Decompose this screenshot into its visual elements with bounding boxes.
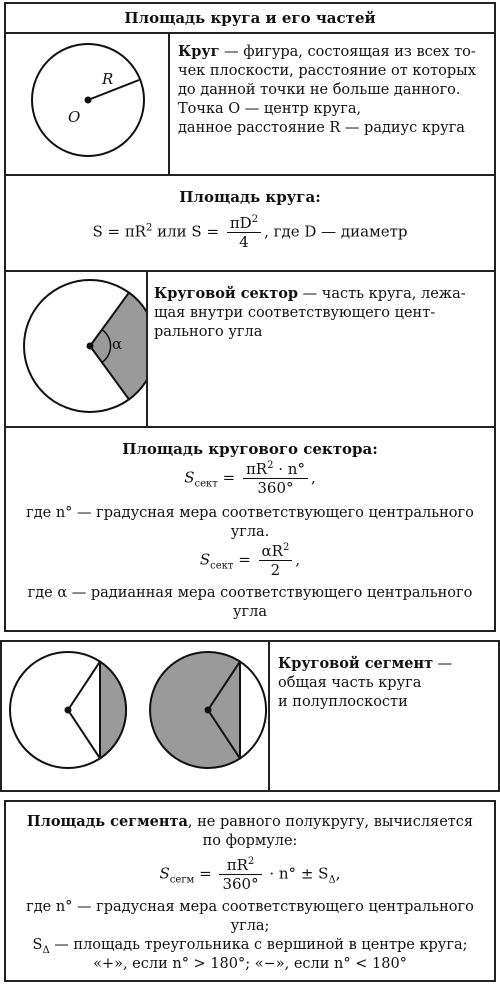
circle-area-title: Площадь круга:	[179, 188, 321, 206]
circle-area-formula	[6, 214, 494, 251]
circle-figure	[6, 34, 166, 174]
fraction-numerator: πR	[226, 856, 248, 874]
sector-note-2	[6, 584, 494, 622]
segment-definition-text	[278, 654, 498, 712]
alpha-label: α	[112, 335, 123, 353]
divider	[168, 34, 170, 174]
formula-s: S	[199, 550, 211, 569]
segment-note-line2: угла;	[230, 918, 270, 934]
sector-definition-box	[4, 270, 496, 428]
sector-note-1	[6, 504, 494, 542]
fraction-denominator: 360°	[222, 875, 259, 893]
formula-tail: · n° ± S	[264, 864, 329, 883]
segment-def-line1: —	[433, 656, 453, 672]
center-label: O	[68, 108, 81, 126]
circle-def-line3: до данной точки не больше данного.	[178, 82, 461, 98]
formula-s-pir: S = πR	[92, 222, 146, 241]
note2-line1: где α — радианная мера соответствующего центрального	[27, 585, 473, 601]
formula-tail-sub: Δ	[328, 874, 336, 886]
sector-figure	[6, 272, 146, 428]
sector-area-box	[4, 426, 496, 632]
formula-exp: 2	[145, 222, 153, 234]
formula-eq: =	[194, 864, 217, 883]
segment-note-line1: где n° — градусная мера соответствующего центрального	[26, 899, 474, 915]
sector-term: Круговой сектор	[154, 285, 299, 302]
fraction-denominator: 360°	[257, 479, 294, 497]
segment-definition-box	[0, 640, 500, 792]
fraction-numerator: αR	[261, 542, 283, 560]
segment-figures	[2, 642, 268, 792]
sector-fraction-2	[259, 542, 293, 579]
segment-note-s-sub: Δ	[42, 944, 50, 956]
sector-formula-radians	[6, 542, 494, 579]
fraction-num-tail: · n°	[273, 460, 305, 478]
diameter-fraction	[227, 214, 261, 251]
segment-note-s: S	[32, 937, 43, 953]
fraction-denominator: 2	[270, 561, 281, 579]
formula-sub: сект	[210, 560, 234, 572]
sector-area-title: Площадь кругового сектора:	[122, 440, 378, 458]
segment-fraction	[219, 856, 261, 893]
segment-area-box	[4, 800, 496, 982]
formula-comma: ,	[335, 864, 341, 883]
divider	[268, 642, 270, 790]
fraction-num-exp: 2	[247, 856, 255, 867]
radius-label: R	[102, 70, 114, 88]
segment-note	[6, 898, 494, 974]
segment-area-title-rest: , не равного полукругу, вычисляется	[187, 814, 474, 830]
sector-formula-degrees	[6, 460, 494, 497]
formula-where-d: , где D — диаметр	[264, 222, 408, 241]
circle-def-line5: данное расстояние R — радиус круга	[178, 120, 465, 136]
circle-term: Круг	[178, 43, 220, 60]
segment-def-line3: и полуплоскости	[278, 694, 408, 710]
divider	[146, 272, 148, 426]
circle-definition-box	[4, 32, 496, 176]
formula-or: или S =	[152, 222, 224, 241]
sector-def-line2: щая внутри соответствующего цент-	[154, 305, 436, 321]
header-box	[4, 2, 496, 34]
note1-line2: угла.	[230, 524, 270, 540]
sector-fraction-1	[243, 460, 308, 497]
formula-comma: ,	[310, 468, 316, 487]
formula-s: S	[184, 468, 195, 487]
circle-area-box	[4, 174, 496, 272]
segment-formula	[6, 856, 494, 893]
formula-sub: сегм	[169, 874, 195, 886]
fraction-num-exp: 2	[282, 542, 290, 553]
fraction-num-exp: 2	[251, 214, 259, 225]
circle-def-line4: Точка O — центр круга,	[178, 101, 362, 117]
segment-area-title-line2: по формуле:	[202, 833, 298, 849]
fraction-num-exp: 2	[267, 460, 274, 471]
formula-sub: сект	[194, 478, 218, 490]
segment-area-title	[6, 812, 494, 851]
fraction-denominator: 4	[239, 233, 249, 251]
circle-def-line1: — фигура, состоящая из всех то-	[219, 44, 476, 60]
note1-line1: где n° — градусная мера соответствующего центрального	[26, 505, 474, 521]
circle-definition-text	[178, 42, 496, 138]
sector-def-line3: рального угла	[154, 324, 263, 340]
segment-note-line4: «+», если n° > 180°; «−», если n° < 180°	[93, 956, 407, 972]
fraction-numerator: πR	[245, 460, 268, 478]
page-title: Площадь круга и его частей	[124, 9, 376, 27]
segment-area-title-bold: Площадь сегмента	[26, 813, 188, 830]
formula-eq: =	[217, 468, 240, 487]
note2-line2: угла	[233, 604, 267, 620]
segment-term: Круговой сегмент	[278, 655, 434, 672]
sector-def-line1: — часть круга, лежа-	[298, 286, 466, 302]
segment-def-line2: общая часть круга	[278, 675, 422, 691]
formula-s: S	[159, 864, 170, 883]
circle-def-line2: чек плоскости, расстояние от которых	[178, 63, 476, 79]
sector-definition-text	[154, 284, 494, 342]
segment-note-line3: — площадь треугольника с вершиной в центре круга;	[49, 937, 468, 953]
formula-eq: =	[233, 550, 256, 569]
formula-comma: ,	[295, 550, 301, 569]
fraction-numerator: πD	[229, 214, 252, 232]
